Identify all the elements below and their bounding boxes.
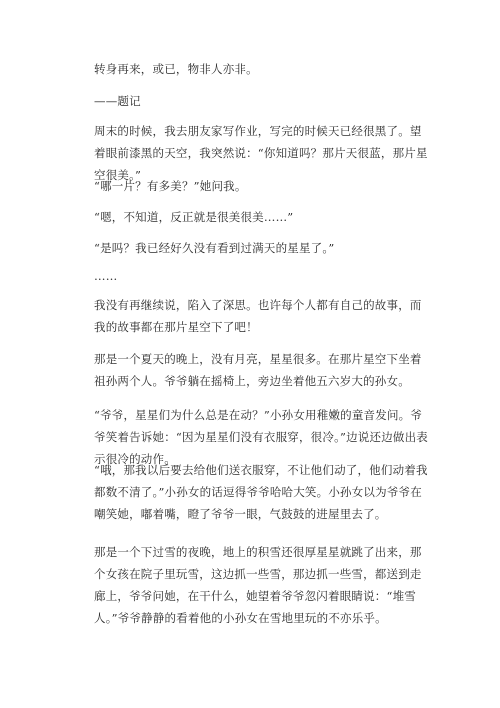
epigraph-text: 转身再来，或已，物非人亦非。 (94, 62, 258, 76)
paragraph-8: “哦，那我以后要去给他们送衣服穿，不让他们动了，他们动着我都数不清了。”小孙女的话逗得爷爷哈哈大笑。小孙女以为爷爷在嘲笑她，嘟着嘴，瞪了爷爷一眼，气鼓鼓的进屋里去了。 (94, 463, 428, 521)
paragraph-2: “哪一片？有多美？”她问我。 (94, 179, 247, 193)
paragraph-3: “嗯，不知道，反正就是很美很美……” (94, 210, 294, 224)
paragraph-6: 那是一个夏天的晚上，没有月亮，星星很多。在那片星空下坐着祖孙两个人。爷爷躺在摇椅上，旁边坐着他五六岁大的孙女。 (94, 352, 422, 388)
paragraph-1: 周末的时候，我去朋友家写作业，写完的时候天已经很黑了。望着眼前漆黑的天空，我突然说：“你知道吗？那片天很蓝，那片星空很美。” (94, 124, 428, 182)
paragraph-9: 那是一个下过雪的夜晚，地上的积雪还很厚星星就跳了出来，那个女孩在院子里玩雪，这边抓一些雪，那边抓一些雪，都送到走廊上，爷爷问她，在干什么，她望着爷爷忽闪着眼睛说：“堆雪人。”爷爷静静的看着他的小孙女在雪地里玩的不亦乐乎。 (94, 545, 422, 625)
paragraph-7: “爷爷，星星们为什么总是在动？”小孙女用稚嫩的童音发问。爷爷笑着告诉她：“因为星星们没有衣服穿，很冷。”边说还边做出表示很冷的动作。 (94, 408, 429, 466)
paragraph-5: 我没有再继续说，陷入了深思。也许每个人都有自己的故事，而我的故事都在那片星空下了吧！ (94, 298, 422, 334)
ellipsis-line: …… (94, 269, 118, 283)
paragraph-4: “是吗？我已经好久没有看到过满天的星星了。” (94, 241, 335, 255)
epigraph-attribution: ——题记 (94, 94, 141, 108)
